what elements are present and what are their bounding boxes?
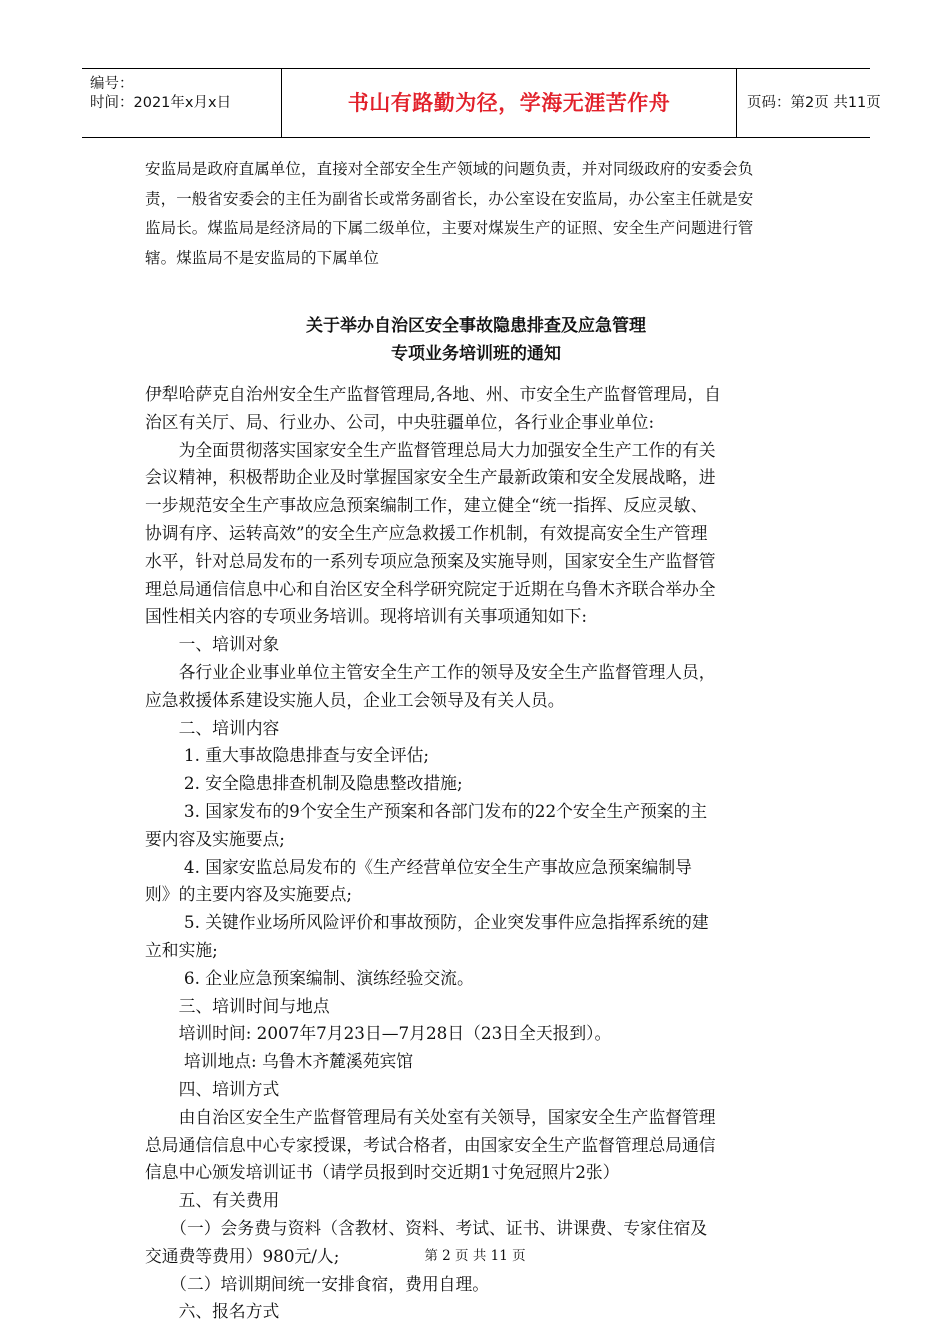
header-date: 时间：2021年x月x日 xyxy=(90,95,232,111)
body-line: 一步规范安全生产事故应急预案编制工作，建立健全“统一指挥、反应灵敏、 xyxy=(145,495,708,516)
body-line: 水平，针对总局发布的一系列专项应急预案及实施导则，国家安全生产监督管 xyxy=(145,550,716,571)
header-page-info: 页码：第2页 共11页 xyxy=(747,95,881,111)
body-line: （一）会务费与资料（含教材、资料、考试、证书、讲课费、专家住宿及 xyxy=(145,1217,708,1238)
body-line: 1. 重大事故隐患排查与安全评估; xyxy=(145,745,430,766)
body-line: 要内容及实施要点; xyxy=(145,828,285,849)
notice-title-line1: 关于举办自治区安全事故隐患排查及应急管理 xyxy=(306,316,646,336)
page-header xyxy=(82,68,881,138)
body-line: 6. 企业应急预案编制、演练经验交流。 xyxy=(145,967,474,988)
body-line: 则》的主要内容及实施要点; xyxy=(145,884,353,905)
notice-title-line2: 专项业务培训班的通知 xyxy=(391,344,561,364)
body-line: 信息中心颁发培训证书（请学员报到时交近期1寸免冠照片2张） xyxy=(145,1162,620,1183)
body-line: 交通费等费用）980元/人; xyxy=(145,1245,340,1266)
body-line: 三、培训时间与地点 xyxy=(145,995,330,1016)
intro-line: 安监局是政府直属单位，直接对全部安全生产领域的问题负责，并对同级政府的安委会负 xyxy=(145,160,754,178)
page-footer: 第 2 页 共 11 页 xyxy=(424,1248,526,1264)
header-meta xyxy=(82,69,282,137)
body-line: 国性相关内容的专项业务培训。现将培训有关事项通知如下: xyxy=(145,606,587,627)
body-line: 5. 关键作业场所风险评价和事故预防，企业突发事件应急指挥系统的建 xyxy=(145,912,709,933)
body-line: 治区有关厅、局、行业办、公司，中央驻疆单位，各行业企事业单位: xyxy=(145,411,655,432)
body-line: 四、培训方式 xyxy=(145,1078,280,1099)
notice-body xyxy=(145,381,810,1326)
body-line: 为全面贯彻落实国家安全生产监督管理总局大力加强安全生产工作的有关 xyxy=(145,439,716,460)
header-number-label: 编号： xyxy=(90,76,134,92)
body-line: 六、报名方式 xyxy=(145,1301,280,1322)
body-line: 3. 国家发布的9个安全生产预案和各部门发布的22个安全生产预案的主 xyxy=(145,800,708,821)
body-line: 一、培训对象 xyxy=(145,634,280,655)
body-line: 由自治区安全生产监督管理局有关处室有关领导，国家安全生产监督管理 xyxy=(145,1106,716,1127)
body-line: 伊犁哈萨克自治州安全生产监督管理局,各地、州、市安全生产监督管理局，自 xyxy=(145,384,721,404)
body-line: 4. 国家安监总局发布的《生产经营单位安全生产事故应急预案编制导 xyxy=(145,856,692,877)
intro-line: 责，一般省安委会的主任为副省长或常务副省长，办公室设在安监局，办公室主任就是安 xyxy=(145,189,754,208)
header-motto: 书山有路勤为径，学海无涯苦作舟 xyxy=(282,69,737,137)
intro-paragraph xyxy=(145,155,810,273)
body-line: 总局通信信息中心专家授课，考试合格者，由国家安全生产监督管理总局通信 xyxy=(145,1134,716,1155)
body-line: 五、有关费用 xyxy=(145,1190,280,1211)
body-line: 应急救援体系建设实施人员，企业工会领导及有关人员。 xyxy=(145,689,565,710)
body-line: 各行业企业事业单位主管安全生产工作的领导及安全生产监督管理人员， xyxy=(145,661,716,682)
body-line: 立和实施; xyxy=(145,939,218,960)
body-line: 二、培训内容 xyxy=(145,717,280,738)
body-line: 会议精神，积极帮助企业及时掌握国家安全生产最新政策和安全发展战略，进 xyxy=(145,467,716,488)
body-line: 理总局通信信息中心和自治区安全科学研究院定于近期在乌鲁木齐联合举办全 xyxy=(145,578,716,599)
intro-line: 辖。煤监局不是安监局的下属单位 xyxy=(145,248,380,267)
body-line: （二）培训期间统一安排食宿，费用自理。 xyxy=(145,1273,490,1294)
body-line: 协调有序、运转高效”的安全生产应急救援工作机制，有效提高安全生产管理 xyxy=(145,522,708,543)
body-line: 培训时间: 2007年7月23日—7月28日（23日全天报到）。 xyxy=(145,1023,612,1044)
intro-line: 监局长。煤监局是经济局的下属二级单位，主要对煤炭生产的证照、安全生产问题进行管 xyxy=(145,219,754,237)
body-line: 培训地点: 乌鲁木齐麓溪苑宾馆 xyxy=(145,1051,414,1072)
body-line: 2. 安全隐患排查机制及隐患整改措施; xyxy=(145,773,463,794)
